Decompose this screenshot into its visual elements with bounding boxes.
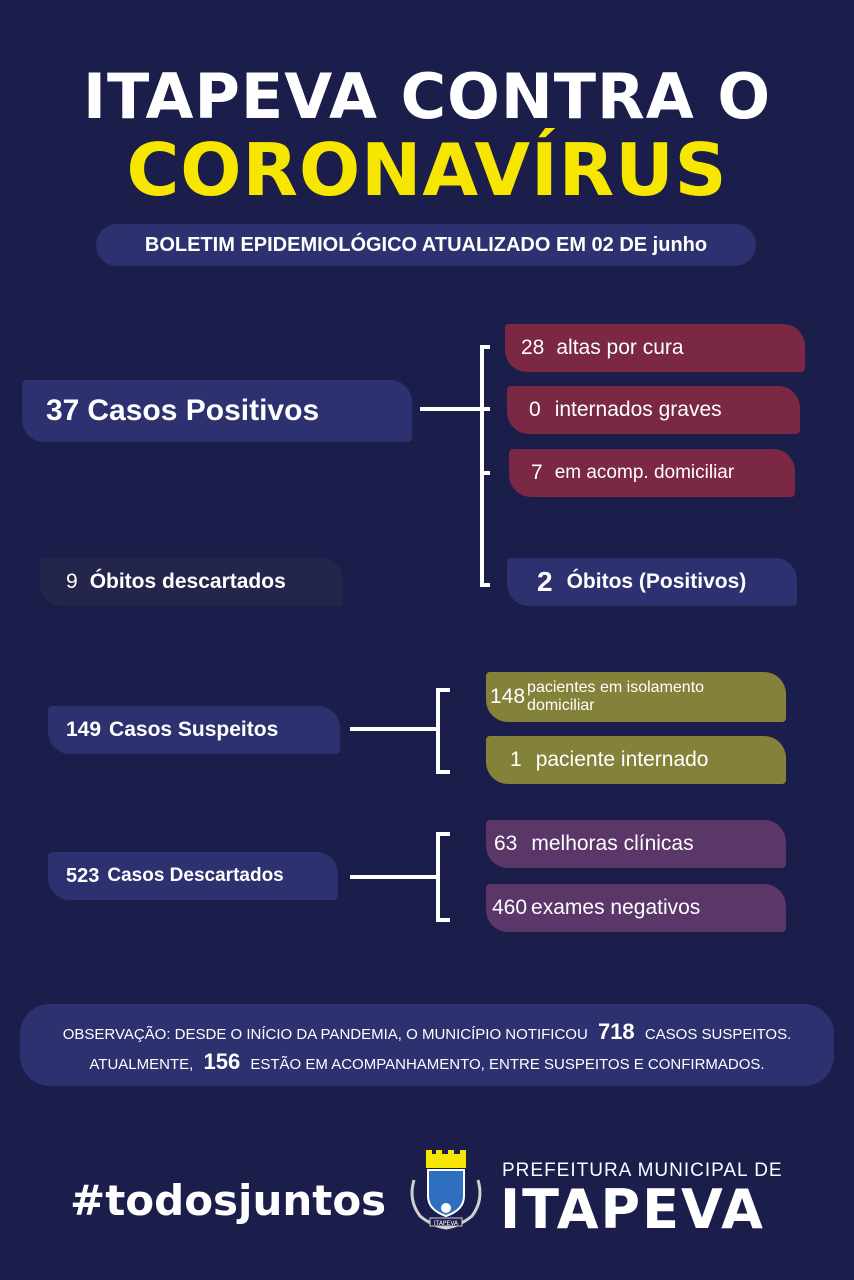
casos-positivos-box bbox=[22, 380, 412, 442]
bracket-positivos-vertical bbox=[480, 345, 484, 587]
obitos-descartados-count: 9 bbox=[66, 570, 78, 593]
negativos-count: 460 bbox=[492, 896, 528, 919]
melhoras-label: melhoras clínicas bbox=[531, 832, 694, 855]
city-crest-icon bbox=[404, 1150, 488, 1234]
casos-positivos-count: 37 bbox=[46, 394, 80, 427]
bracket-suspeitos bbox=[436, 688, 450, 774]
isolamento-label: pacientes em isolamento domiciliar bbox=[527, 679, 705, 714]
prefeitura-line2: ITAPEVA bbox=[500, 1178, 765, 1241]
acomp-box bbox=[509, 449, 795, 497]
melhoras-box bbox=[486, 820, 786, 868]
connector-descartados bbox=[350, 875, 440, 879]
connector-positivos bbox=[420, 407, 482, 411]
title-line2: CORONAVÍRUS bbox=[126, 128, 728, 212]
obitos-descartados-box bbox=[40, 558, 343, 606]
bracket-tick bbox=[480, 407, 490, 411]
observacao-line1 bbox=[20, 1018, 834, 1048]
bracket-tick bbox=[480, 583, 490, 587]
bracket-tick bbox=[480, 345, 490, 349]
internado-count: 1 bbox=[510, 748, 522, 771]
crest-text: ITAPEVA bbox=[433, 1220, 459, 1227]
casos-descartados-label: Casos Descartados bbox=[107, 865, 284, 886]
acomp-count: 7 bbox=[531, 461, 543, 484]
obitos-descartados-label: Óbitos descartados bbox=[89, 570, 286, 593]
observacao-l1-post: CASOS SUSPEITOS. bbox=[644, 1026, 792, 1043]
casos-descartados-count: 523 bbox=[66, 864, 100, 887]
internado-label: paciente internado bbox=[535, 748, 709, 771]
negativos-box bbox=[486, 884, 786, 932]
altas-label: altas por cura bbox=[556, 336, 684, 359]
casos-positivos-label: Casos Positivos bbox=[87, 394, 320, 427]
isolamento-count: 148 bbox=[490, 685, 526, 708]
observacao-line2 bbox=[20, 1048, 834, 1078]
negativos-label: exames negativos bbox=[531, 896, 701, 919]
acomp-label: em acomp. domiciliar bbox=[554, 462, 735, 483]
connector-suspeitos bbox=[350, 727, 440, 731]
title-line1: ITAPEVA CONTRA O bbox=[82, 60, 772, 133]
casos-suspeitos-label: Casos Suspeitos bbox=[109, 718, 279, 741]
obitos-positivos-count: 2 bbox=[537, 566, 553, 597]
bracket-tick bbox=[480, 471, 490, 475]
internado-box bbox=[486, 736, 786, 784]
observacao-l2-num: 156 bbox=[203, 1049, 241, 1074]
observacao-l1-num: 718 bbox=[597, 1019, 635, 1044]
casos-descartados-box bbox=[48, 852, 338, 900]
internados-count: 0 bbox=[529, 398, 541, 421]
internados-box bbox=[507, 386, 800, 434]
observacao-l2-pre: ATUALMENTE, bbox=[89, 1056, 194, 1073]
subtitle-banner: BOLETIM EPIDEMIOLÓGICO ATUALIZADO EM 02 DE junho bbox=[96, 224, 756, 266]
observacao-l1-pre: OBSERVAÇÃO: DESDE O INÍCIO DA PANDEMIA, O MUNICÍPIO NOTIFICOU bbox=[62, 1026, 588, 1043]
casos-suspeitos-box bbox=[48, 706, 340, 754]
internados-label: internados graves bbox=[554, 398, 722, 421]
bracket-descartados bbox=[436, 832, 450, 922]
melhoras-count: 63 bbox=[494, 832, 518, 855]
altas-box bbox=[505, 324, 805, 372]
observacao-l2-post: ESTÃO EM ACOMPANHAMENTO, ENTRE SUSPEITOS E CONFIRMADOS. bbox=[250, 1056, 765, 1073]
prefeitura-line1: PREFEITURA MUNICIPAL DE bbox=[502, 1160, 783, 1181]
obitos-positivos-box bbox=[507, 558, 797, 606]
observacao-box bbox=[20, 1004, 834, 1086]
obitos-positivos-label: Óbitos (Positivos) bbox=[566, 570, 747, 593]
casos-suspeitos-count: 149 bbox=[66, 718, 102, 741]
hashtag: #todosjuntos bbox=[70, 1176, 387, 1225]
isolamento-box bbox=[486, 672, 786, 722]
altas-count: 28 bbox=[521, 336, 545, 359]
